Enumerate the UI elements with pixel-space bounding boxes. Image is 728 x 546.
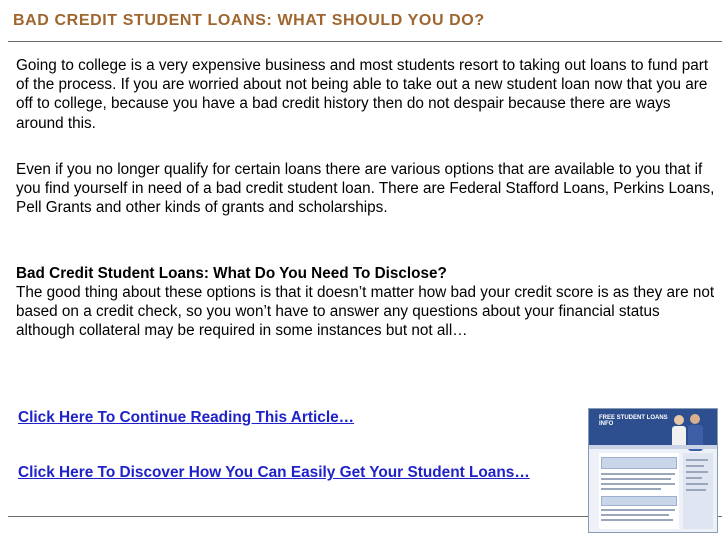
thumbnail-text-line [601,483,675,485]
website-thumbnail[interactable] [588,408,718,533]
thumbnail-logo [599,415,668,427]
thumbnail-logo-line1: FREE STUDENT LOANS [599,415,668,421]
thumbnail-text-line [601,509,675,511]
thumbnail-text-line [601,473,675,475]
top-divider [8,41,722,42]
thumbnail-article-box [601,457,677,469]
page-title: BAD CREDIT STUDENT LOANS: WHAT SHOULD YOU DO? [13,12,485,29]
thumbnail-side-line [686,465,704,467]
thumbnail-nav-bar [589,445,717,449]
thumbnail-side-line [686,489,706,491]
thumbnail-side-line [686,459,708,461]
continue-reading-link[interactable]: Click Here To Continue Reading This Article… [18,409,355,426]
thumbnail-content [599,453,679,529]
thumbnail-logo-line2: INFO [599,421,614,427]
thumbnail-text-line [601,519,673,521]
options-paragraph: Even if you no longer qualify for certain loans there are various options that are available to you that if you find yourself in need of a bad credit student loan. There are Federal Stafford Loans, Perkins Loans, Pell Grants and other kinds of grants and scholarships. [16,161,715,217]
thumbnail-side-line [686,483,708,485]
intro-paragraph: Going to college is a very expensive business and most students resort to taking out loans to fund part of the process. If you are worried about not being able to take out a new student loan now that you are off to college, because you have a bad credit history then do not despair because there are ways around this. [16,57,709,132]
thumbnail-side-line [686,477,702,479]
thumbnail-article-box [601,496,677,506]
disclose-paragraph: The good thing about these options is that it doesn’t matter how bad your credit score is as they are not based on a credit check, so you won’t have to answer any questions about your financial status although collateral may be required in some instances but not all… [16,284,715,340]
thumbnail-side-line [686,471,708,473]
discover-student-loans-link[interactable]: Click Here To Discover How You Can Easily Get Your Student Loans… [18,464,530,481]
thumbnail-text-line [601,514,669,516]
thumbnail-text-line [601,488,661,490]
thumbnail-sidebar [683,453,713,529]
thumbnail-text-line [601,478,671,480]
section-subheading: Bad Credit Student Loans: What Do You Need To Disclose? [16,265,447,282]
